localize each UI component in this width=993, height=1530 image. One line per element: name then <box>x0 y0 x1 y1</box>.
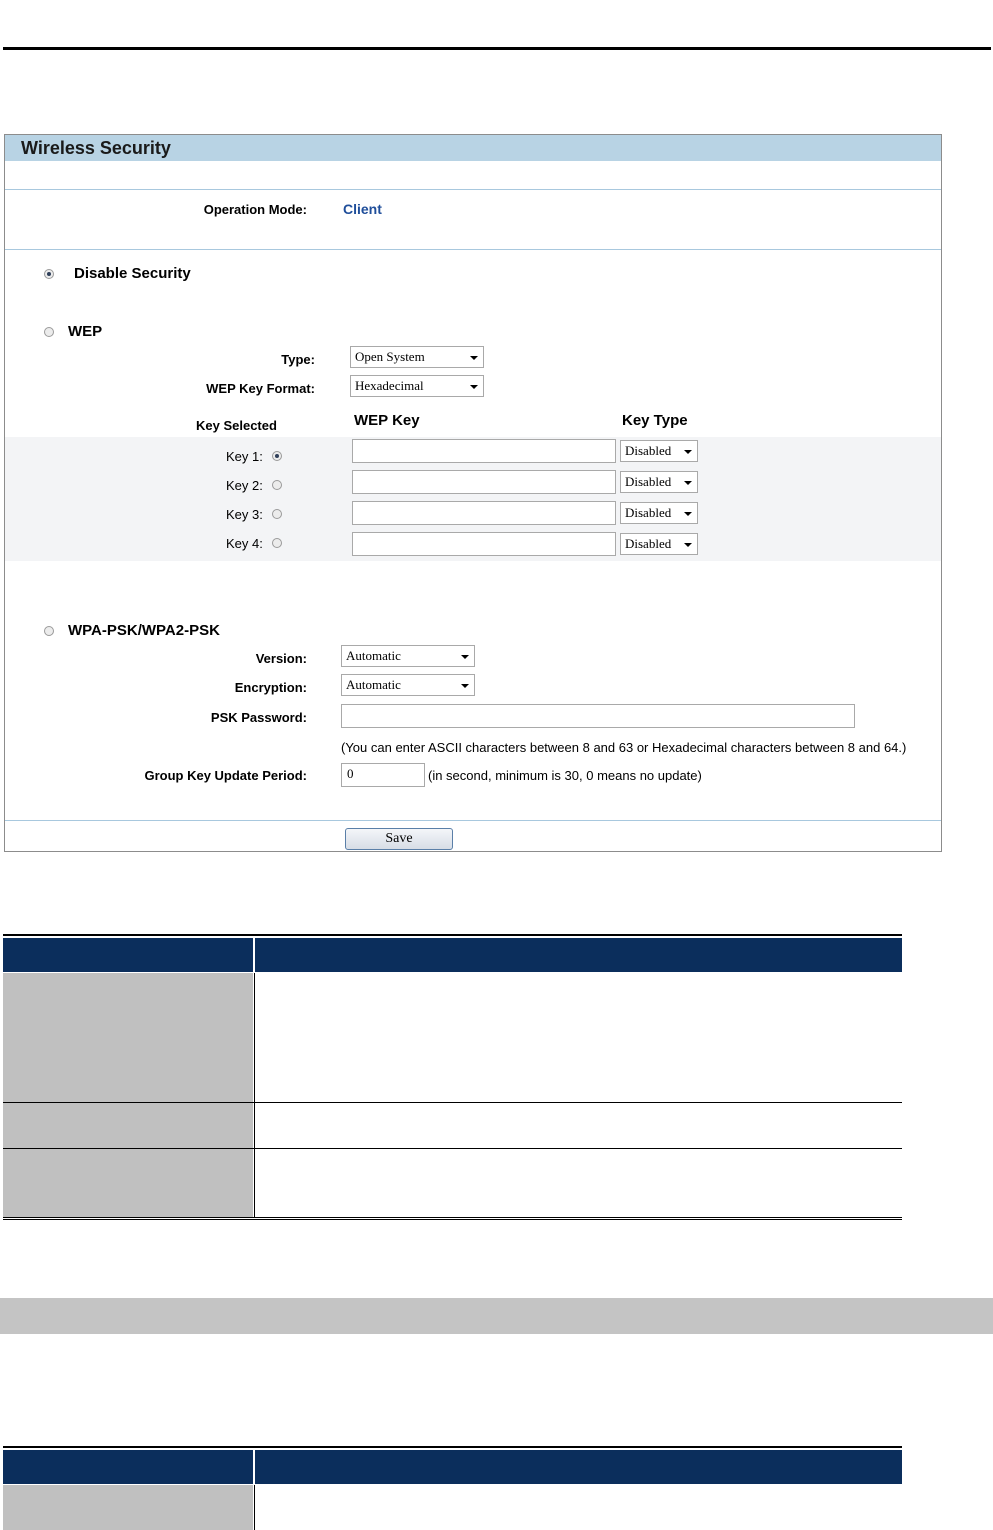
table-header <box>3 938 902 972</box>
key-4-label: Key 4: <box>226 536 263 551</box>
key-2-type-select[interactable] <box>620 471 698 493</box>
page-top-rule <box>3 47 991 50</box>
key-selected-header: Key Selected <box>196 418 277 433</box>
table-header-divider <box>253 938 255 972</box>
key-4-radio[interactable] <box>272 538 282 548</box>
wireless-security-panel <box>4 134 942 852</box>
chevron-down-icon <box>684 450 692 454</box>
table-top-rule <box>3 934 902 936</box>
divider <box>5 820 941 821</box>
chevron-down-icon <box>461 655 469 659</box>
wpa-encryption-select[interactable] <box>341 674 475 696</box>
parameter-table <box>3 934 902 1224</box>
key-4-input[interactable] <box>352 532 616 556</box>
table-row-label-cell <box>3 1485 253 1530</box>
key-1-type-value: Disabled <box>625 443 672 458</box>
wep-key-header: WEP Key <box>354 412 420 429</box>
key-2-label: Key 2: <box>226 478 263 493</box>
key-3-radio[interactable] <box>272 509 282 519</box>
key-1-label: Key 1: <box>226 449 263 464</box>
key-3-input[interactable] <box>352 501 616 525</box>
table-row-label-cell <box>3 1149 253 1217</box>
section-heading-bar <box>0 1298 993 1334</box>
wep-radio[interactable] <box>44 327 54 337</box>
table-bottom-rule <box>3 1217 902 1220</box>
table-header <box>3 1450 902 1484</box>
disable-security-label: Disable Security <box>74 265 191 282</box>
disable-security-radio[interactable] <box>44 269 54 279</box>
table-row-label-cell <box>3 1103 253 1148</box>
parameter-table-2 <box>3 1446 902 1530</box>
wpa-psk-radio[interactable] <box>44 626 54 636</box>
chevron-down-icon <box>684 512 692 516</box>
wpa-version-label: Version: <box>255 651 307 666</box>
wpa-encryption-label: Encryption: <box>234 680 307 695</box>
wpa-psk-label: WPA-PSK/WPA2-PSK <box>68 622 220 639</box>
chevron-down-icon <box>470 356 478 360</box>
key-3-type-value: Disabled <box>625 505 672 520</box>
table-header-divider <box>253 1450 255 1484</box>
wep-key-format-value: Hexadecimal <box>355 378 424 393</box>
key-3-label: Key 3: <box>226 507 263 522</box>
chevron-down-icon <box>461 684 469 688</box>
divider <box>5 249 941 250</box>
group-key-update-hint: (in second, minimum is 30, 0 means no update) <box>428 768 702 783</box>
chevron-down-icon <box>470 385 478 389</box>
key-1-radio[interactable] <box>272 451 282 461</box>
wep-key-format-label: WEP Key Format: <box>206 381 315 396</box>
divider <box>5 189 941 190</box>
psk-password-hint: (You can enter ASCII characters between 8 and 63 or Hexadecimal characters between 8 and 64.) <box>341 740 907 755</box>
table-column-divider <box>254 1485 255 1530</box>
operation-mode-value: Client <box>343 201 382 217</box>
table-top-rule <box>3 1446 902 1448</box>
save-button[interactable]: Save <box>345 828 453 850</box>
key-2-input[interactable] <box>352 470 616 494</box>
wpa-version-select[interactable] <box>341 645 475 667</box>
table-column-divider <box>254 973 255 1217</box>
group-key-update-label: Group Key Update Period: <box>144 768 307 783</box>
key-4-type-select[interactable] <box>620 533 698 555</box>
wep-type-value: Open System <box>355 349 425 364</box>
wep-key-format-select[interactable] <box>350 375 484 397</box>
panel-title: Wireless Security <box>5 135 941 161</box>
key-3-type-select[interactable] <box>620 502 698 524</box>
group-key-update-input[interactable]: 0 <box>341 763 425 787</box>
key-1-type-select[interactable] <box>620 440 698 462</box>
wpa-version-value: Automatic <box>346 648 401 663</box>
table-row-label-cell <box>3 973 253 1102</box>
wep-type-label: Type: <box>281 352 315 367</box>
key-4-type-value: Disabled <box>625 536 672 551</box>
wpa-encryption-value: Automatic <box>346 677 401 692</box>
operation-mode-label: Operation Mode: <box>203 202 307 217</box>
wep-label: WEP <box>68 323 103 340</box>
chevron-down-icon <box>684 543 692 547</box>
key-1-input[interactable] <box>352 439 616 463</box>
key-type-header: Key Type <box>622 412 688 429</box>
psk-password-label: PSK Password: <box>210 710 307 725</box>
key-2-radio[interactable] <box>272 480 282 490</box>
wep-type-select[interactable] <box>350 346 484 368</box>
key-2-type-value: Disabled <box>625 474 672 489</box>
psk-password-input[interactable] <box>341 704 855 728</box>
chevron-down-icon <box>684 481 692 485</box>
